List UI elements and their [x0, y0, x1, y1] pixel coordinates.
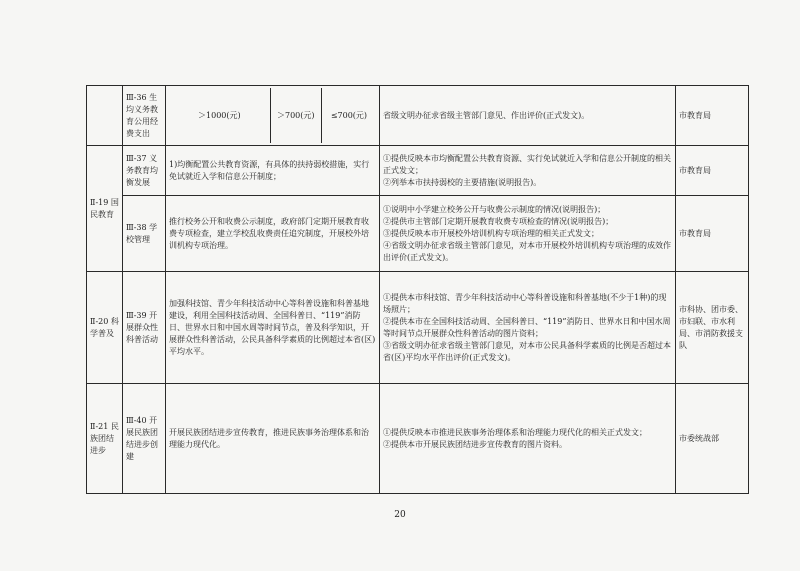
criteria-cell — [380, 272, 676, 384]
table-row — [87, 272, 749, 384]
category-cell: Ⅱ-20 科学普及 — [87, 272, 123, 384]
criteria-line: ③省级文明办征求省级主管部门意见，对本市公民具备科学素质的比例是否超过本省(区)平均水平作出评价(正式发文)。 — [383, 340, 671, 362]
criteria-line: ①提供反映本市均衡配置公共教育资源、实行免试就近入学和信息公开制度的相关正式发文； — [383, 153, 671, 175]
criteria-line: ②提供本市开展民族团结进步宣传教育的图片资料。 — [383, 439, 567, 449]
table-row — [87, 384, 749, 494]
criteria-line: ①提供反映本市推进民族事务治理体系和治理能力现代化的相关正式发文； — [383, 427, 647, 437]
criteria-cell — [380, 86, 676, 146]
standards-cell — [166, 86, 380, 146]
responsible-cell: 市教育局 — [676, 196, 749, 272]
item-cell: Ⅲ-38 学校管理 — [123, 196, 166, 272]
responsible-cell: 市委统战部 — [676, 384, 749, 494]
criteria-line: ①说明中小学建立校务公开与收费公示制度的情况(说明报告)； — [383, 204, 606, 214]
category-cell: Ⅱ-19 国民教育 — [87, 146, 123, 272]
item-cell: Ⅲ-37 义务教育均衡发展 — [123, 146, 166, 196]
criteria-cell — [380, 196, 676, 272]
grade-standards — [169, 88, 376, 143]
standard-cell: 加强科技馆、青少年科技活动中心等科普设施和科普基地建设，利用全国科技活动周、全国科普日、“119”消防日、世界水日和中国水周等时间节点，普及科学知识，开展群众性科普活动，公民具备科学素质的比例超过本省(区)平均水平。 — [166, 272, 380, 384]
responsible-cell: 市教育局 — [676, 146, 749, 196]
criteria-line: ②提供本市在全国科技活动周、全国科普日、“119”消防日、世界水日和中国水周等时间节点开展群众性科普活动的图片资料； — [383, 316, 671, 338]
table-row — [87, 146, 749, 196]
criteria-line: ④省级文明办征求省级主管部门意见，对本市开展校外培训机构专项治理的成效作出评价(正式发文)。 — [383, 240, 671, 262]
grade-b-standard: ＞700(元) — [270, 88, 321, 143]
grade-c-standard: ≤700(元) — [330, 110, 368, 120]
responsible-cell: 市教育局 — [676, 86, 749, 146]
evaluation-table — [86, 85, 749, 494]
category-cell: Ⅱ-21 民族团结进步 — [87, 384, 123, 494]
table-row — [87, 196, 749, 272]
page-number: 20 — [394, 510, 406, 520]
criteria-line: 省级文明办征求省级主管部门意见、作出评价(正式发文)。 — [383, 110, 590, 120]
standard-cell: 1)均衡配置公共教育资源，有具体的扶持弱校措施，实行免试就近入学和信息公开制度； — [166, 146, 380, 196]
item-cell: Ⅲ-36 生均义务教育公用经费支出 — [123, 86, 166, 146]
category-cell — [87, 86, 123, 146]
grade-a-standard: ＞1000(元) — [169, 88, 270, 143]
item-cell: Ⅲ-39 开展群众性科普活动 — [123, 272, 166, 384]
criteria-cell — [380, 146, 676, 196]
item-cell: Ⅲ-40 开展民族团结进步创建 — [123, 384, 166, 494]
criteria-line: ③提供反映本市开展校外培训机构专项治理的相关正式发文； — [383, 228, 599, 238]
standard-cell: 推行校务公开和收费公示制度，政府部门定期开展教育收费专项检查，建立学校乱收费责任追究制度，开展校外培训机构专项治理。 — [166, 196, 380, 272]
table-row — [87, 86, 749, 146]
criteria-line: ②提供市主管部门定期开展教育收费专项检查的情况(说明报告)； — [383, 216, 614, 226]
criteria-cell — [380, 384, 676, 494]
standard-cell: 开展民族团结进步宣传教育，推进民族事务治理体系和治理能力现代化。 — [166, 384, 380, 494]
criteria-line: ②列举本市扶持弱校的主要措施(说明报告)。 — [383, 177, 542, 187]
responsible-cell: 市科协、团市委、市妇联、市水利局、市消防救援支队 — [676, 272, 749, 384]
criteria-line: ①提供本市科技馆、青少年科技活动中心等科普设施和科普基地(不少于1种)的现场照片； — [383, 292, 667, 314]
